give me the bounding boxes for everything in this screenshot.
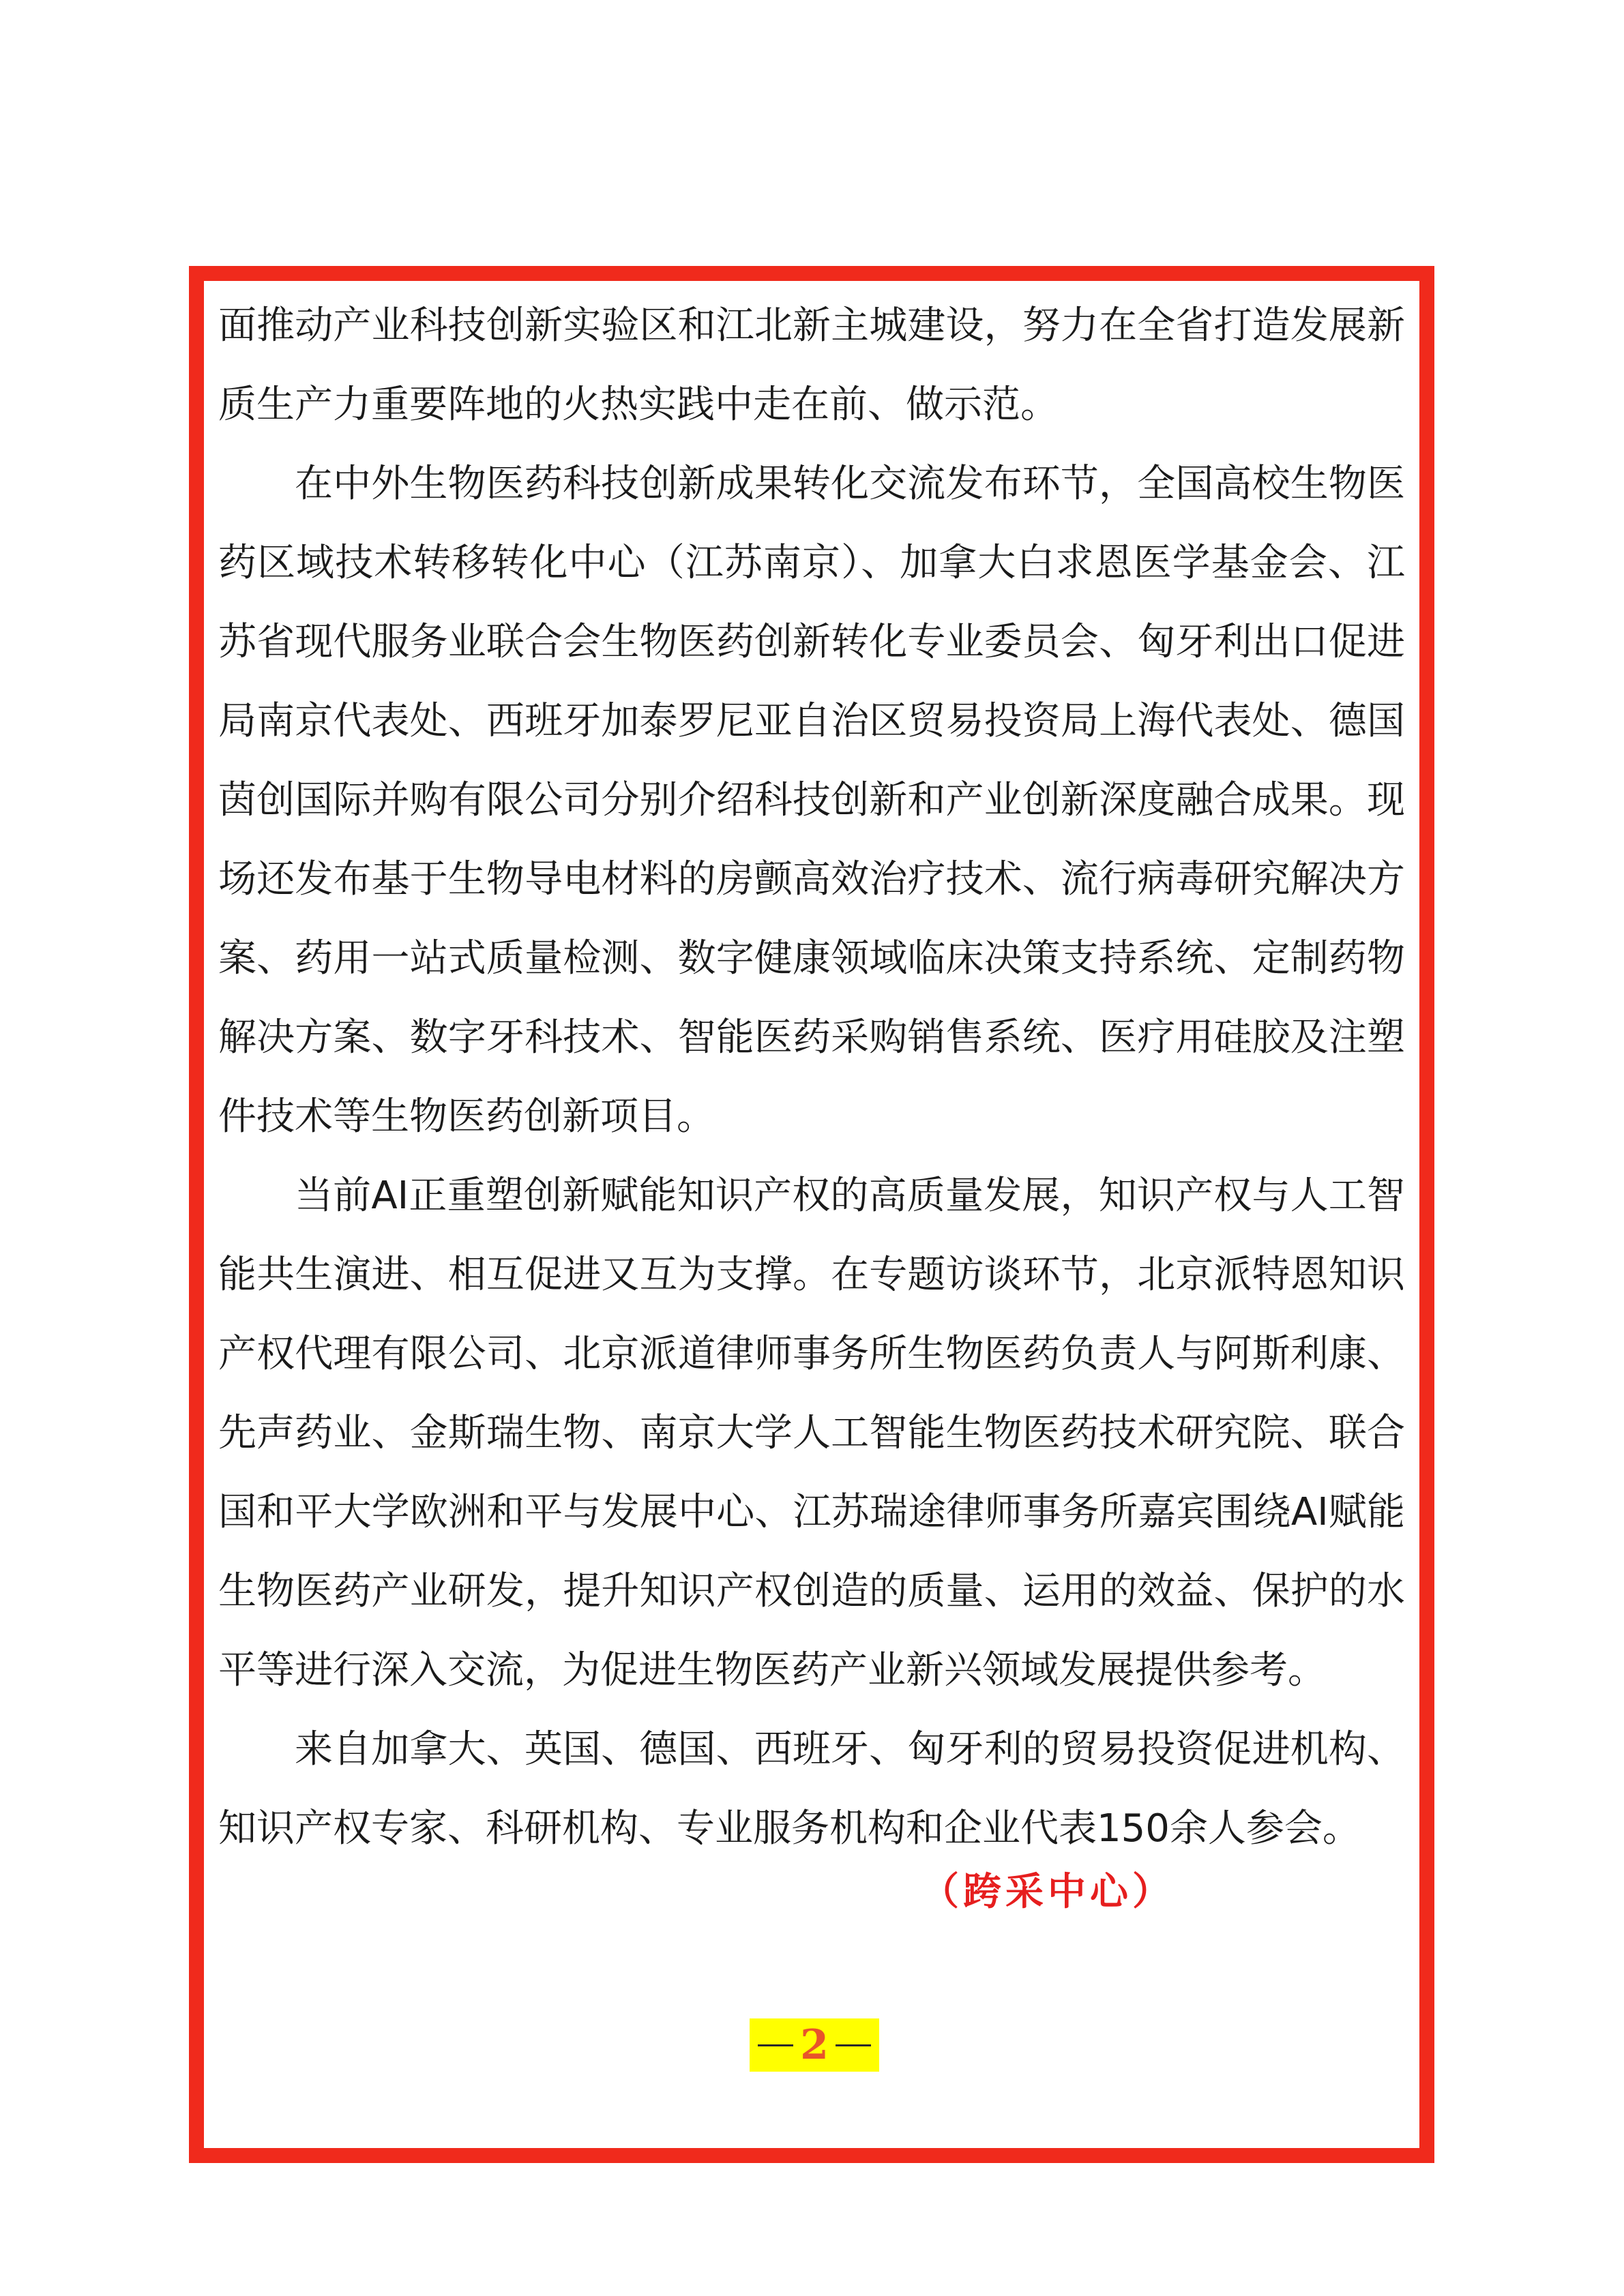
- paragraph-continued: 面推动产业科技创新实验区和江北新主城建设，努力在全省打造发展新质生产力重要阵地的火热实践中走在前、做示范。: [218, 303, 1405, 427]
- dash-left-decoration: [758, 2044, 793, 2046]
- page-number: 2: [800, 2021, 829, 2069]
- article-body: [218, 286, 1405, 1868]
- paragraph-ai-ip: 当前AI正重塑创新赋能知识产权的高质量发展，知识产权与人工智能共生演进、相互促进又互为支撑。在专题访谈环节，北京派特恩知识产权代理有限公司、北京派道律师事务所生物医药负责人与阿斯利康、先声药业、金斯瑞生物、南京大学人工智能生物医药技术研究院、联合国和平大学欧洲和平与发展中心、江苏瑞途律师事务所嘉宾围绕AI赋能生物医药产业研发，提升知识产权创造的质量、运用的效益、保护的水平等进行深入交流，为促进生物医药产业新兴领域发展提供参考。: [218, 1174, 1405, 1693]
- source-attribution: （跨采中心）: [921, 1869, 1175, 1914]
- paragraph-transfer-session: 在中外生物医药科技创新成果转化交流发布环节，全国高校生物医药区域技术转移转化中心（江苏南京）、加拿大白求恩医学基金会、江苏省现代服务业联合会生物医药创新转化专业委员会、匈牙利出口促进局南京代表处、西班牙加泰罗尼亚自治区贸易投资局上海代表处、德国茵创国际并购有限公司分别介绍科技创新和产业创新深度融合成果。现场还发布基于生物导电材料的房颤高效治疗技术、流行病毒研究解决方案、药用一站式质量检测、数字健康领域临床决策支持系统、定制药物解决方案、数字牙科技术、智能医药采购销售系统、医疗用硅胶及注塑件技术等生物医药创新项目。: [218, 462, 1405, 1139]
- paragraph-attendees: 来自加拿大、英国、德国、西班牙、匈牙利的贸易投资促进机构、知识产权专家、科研机构、专业服务机构和企业代表150余人参会。: [218, 1727, 1405, 1851]
- dash-right-decoration: [836, 2044, 871, 2046]
- page-number-badge: [750, 2018, 879, 2072]
